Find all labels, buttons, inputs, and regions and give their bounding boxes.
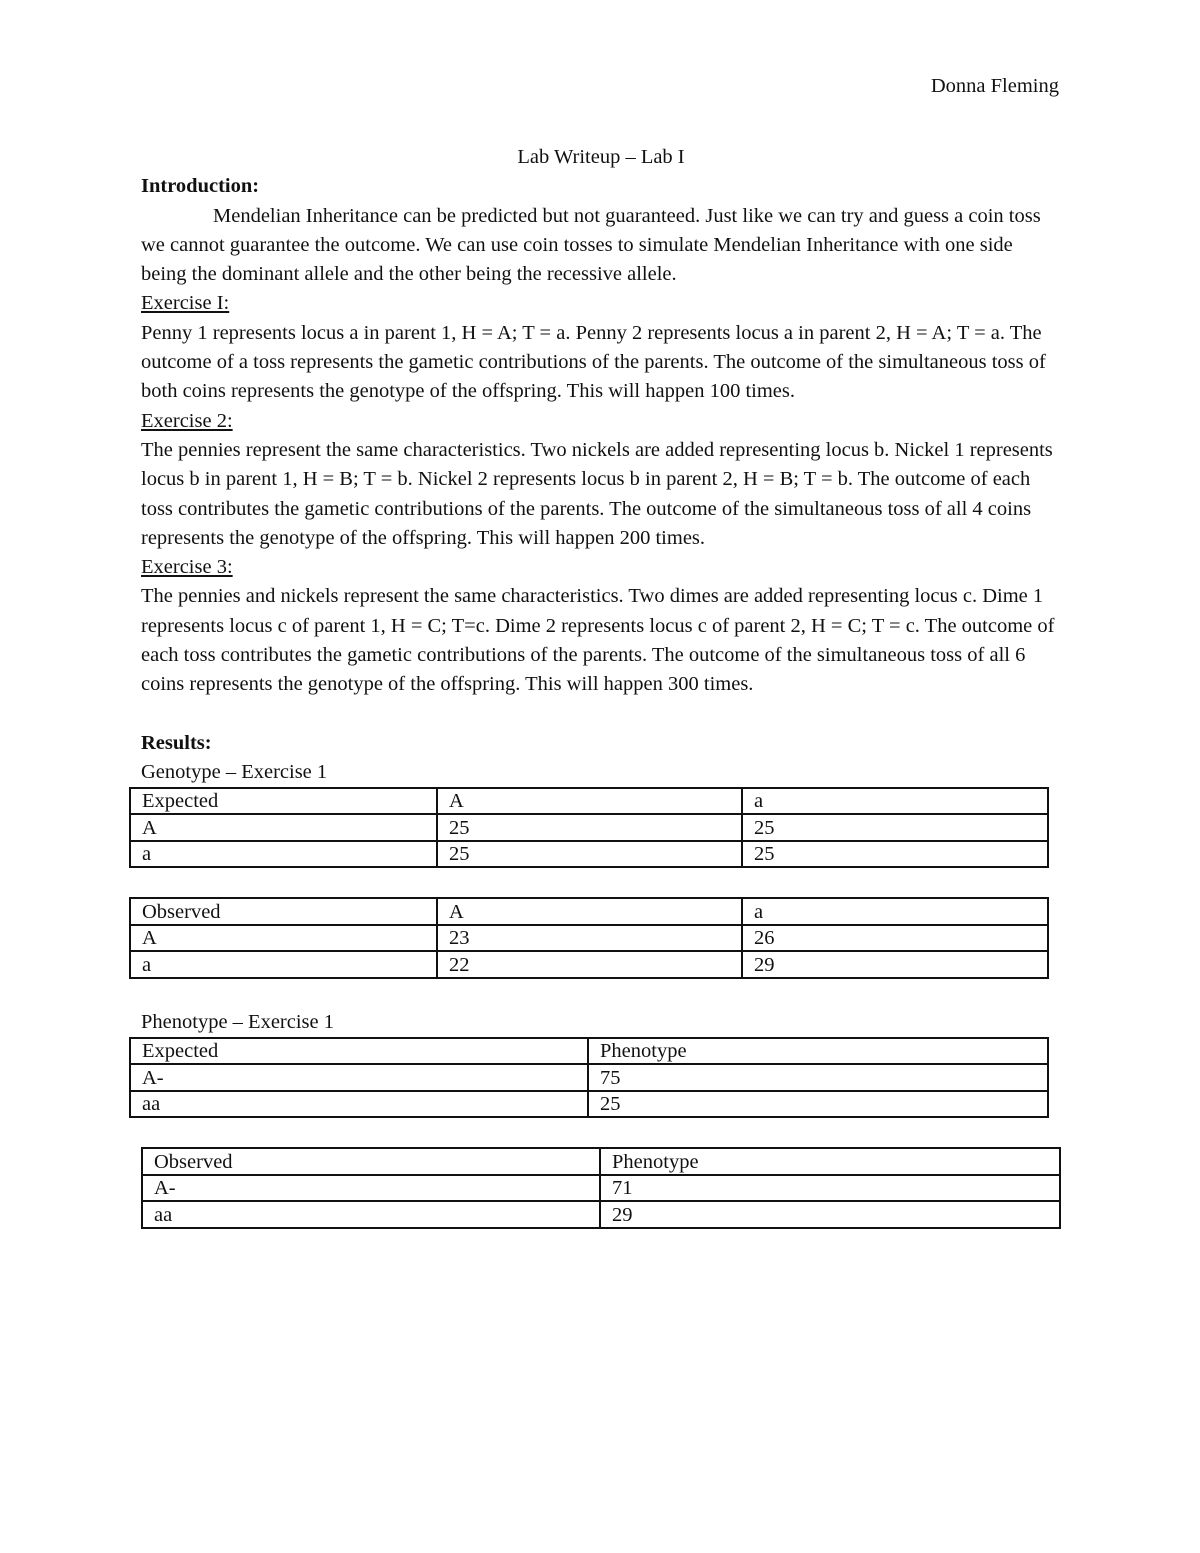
table-row xyxy=(142,1201,1060,1228)
exercise-1-text: Penny 1 represents locus a in parent 1, H = A; T = a. Penny 2 represents locus a in parent 2, H = A; T = a. The outcome of a toss represents the gametic contributions of the parents. The outcome of the simultaneous toss of both coins represents the genotype of the offspring. This will happen 100 times. xyxy=(141,321,1046,403)
table-row xyxy=(130,1091,1048,1118)
table-cell: a xyxy=(742,898,1048,925)
document-body xyxy=(141,143,1061,1229)
table-cell: 25 xyxy=(437,841,742,868)
exercise-1-heading: Exercise I: xyxy=(141,292,230,315)
table-cell: 22 xyxy=(437,951,742,978)
exercise-3-text: The pennies and nickels represent the same characteristics. Two dimes are added representing locus c. Dime 1 represents locus c of parent 1, H = C; T=c. Dime 2 represents locus c of parent 2, H = C; T = c. The outcome of each toss contributes the gametic contributions of the parents. The outcome of the simultaneous toss of all 6 coins represents the genotype of the offspring. This will happen 300 times. xyxy=(141,585,1055,696)
table-row xyxy=(130,1038,1048,1065)
table-row xyxy=(130,898,1048,925)
table-cell: Expected xyxy=(130,1038,588,1065)
table-cell: 25 xyxy=(742,814,1048,841)
table-row xyxy=(130,925,1048,952)
introduction-heading: Introduction: xyxy=(141,175,260,198)
table-cell: Expected xyxy=(130,788,437,815)
table-cell: Phenotype xyxy=(600,1148,1060,1175)
table-cell: 26 xyxy=(742,925,1048,952)
table-cell: 75 xyxy=(588,1064,1048,1091)
table-row xyxy=(130,1064,1048,1091)
table-cell: aa xyxy=(130,1091,588,1118)
exercise-2-heading: Exercise 2: xyxy=(141,409,233,432)
table-cell: 29 xyxy=(600,1201,1060,1228)
table-row xyxy=(142,1175,1060,1202)
table-cell: Observed xyxy=(142,1148,600,1175)
table-cell: 23 xyxy=(437,925,742,952)
table-cell: A xyxy=(130,814,437,841)
table-cell: aa xyxy=(142,1201,600,1228)
table-cell: 71 xyxy=(600,1175,1060,1202)
results-heading: Results: xyxy=(141,731,212,754)
table-cell: 25 xyxy=(742,841,1048,868)
table-cell: Observed xyxy=(130,898,437,925)
table-cell: A xyxy=(437,788,742,815)
table-row xyxy=(130,814,1048,841)
table-cell: Phenotype xyxy=(588,1038,1048,1065)
table-cell: 29 xyxy=(742,951,1048,978)
table-cell: 25 xyxy=(588,1091,1048,1118)
phenotype-expected-table xyxy=(129,1037,1049,1119)
table-cell: A- xyxy=(142,1175,600,1202)
exercise-3-heading: Exercise 3: xyxy=(141,556,233,579)
table-cell: a xyxy=(130,841,437,868)
table-cell: A xyxy=(130,925,437,952)
table-row xyxy=(142,1148,1060,1175)
table-cell: a xyxy=(742,788,1048,815)
document-title: Lab Writeup – Lab I xyxy=(517,146,685,168)
table-cell: A xyxy=(437,898,742,925)
phenotype-observed-table xyxy=(141,1147,1061,1229)
table-cell: 25 xyxy=(437,814,742,841)
genotype-observed-table xyxy=(129,897,1049,979)
exercise-2-text: The pennies represent the same characteristics. Two nickels are added representing locus b. Nickel 1 represents locus b in parent 1, H = B; T = b. Nickel 2 represents locus b in parent 2, H = B; T = b. The outcome of each toss contributes the gametic contributions of the parents. The outcome of the simultaneous toss of all 4 coins represents the genotype of the offspring. This will happen 200 times. xyxy=(141,438,1053,549)
genotype-expected-table xyxy=(129,787,1049,869)
table-cell: A- xyxy=(130,1064,588,1091)
table-row xyxy=(130,951,1048,978)
table-row xyxy=(130,841,1048,868)
table-row xyxy=(130,788,1048,815)
author-name: Donna Fleming xyxy=(930,75,1059,97)
phenotype-caption: Phenotype – Exercise 1 xyxy=(141,1010,334,1033)
genotype-caption: Genotype – Exercise 1 xyxy=(141,760,328,783)
introduction-paragraph: Mendelian Inheritance can be predicted but not guaranteed. Just like we can try and guess a coin toss we cannot guarantee the outcome. We can use coin tosses to simulate Mendelian Inheritance with one side being the dominant allele and the other being the recessive allele. xyxy=(141,204,1041,286)
table-cell: a xyxy=(130,951,437,978)
